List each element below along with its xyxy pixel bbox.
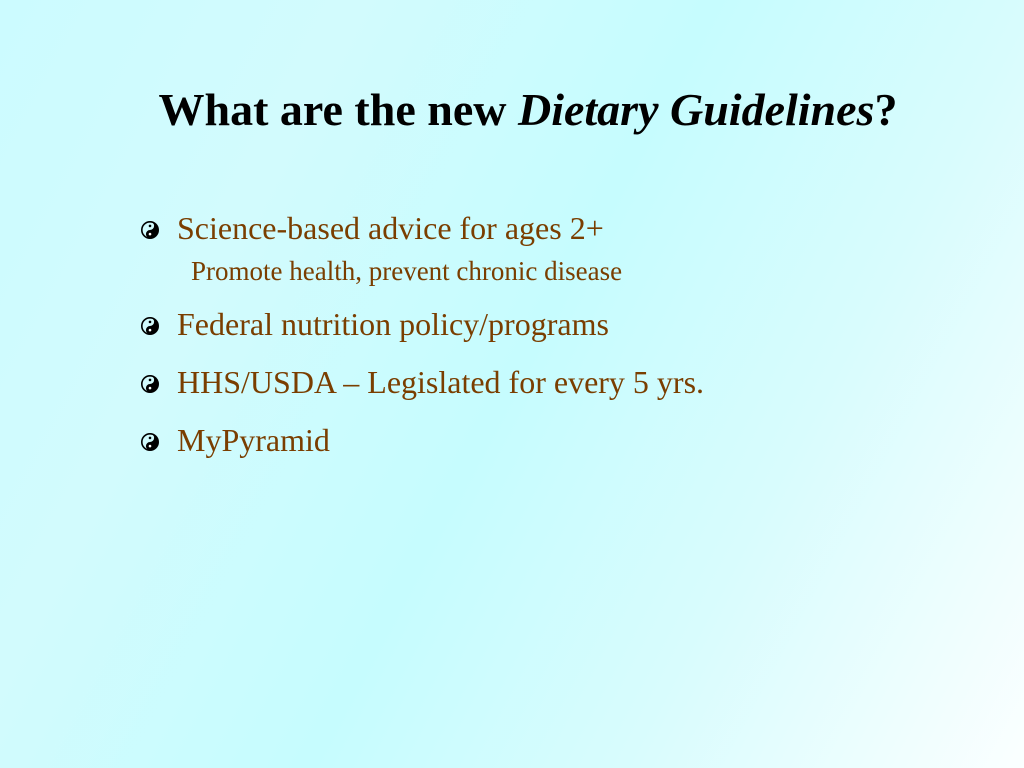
bullet-text: HHS/USDA – Legislated for every 5 yrs.	[177, 364, 705, 400]
title-emphasis: Dietary Guidelines	[517, 84, 875, 135]
bullet-text: MyPyramid	[177, 422, 330, 458]
bullet-item	[140, 358, 704, 406]
bullet-item	[140, 204, 704, 252]
title-suffix: ?	[874, 84, 898, 135]
bullet-list	[140, 204, 704, 474]
slide-title	[0, 80, 1024, 140]
title-prefix: What are the new	[158, 84, 518, 135]
yin-yang-icon	[140, 374, 160, 394]
yin-yang-icon	[140, 432, 160, 452]
bullet-text: Science-based advice for ages 2+	[177, 210, 604, 246]
bullet-text: Federal nutrition policy/programs	[177, 306, 609, 342]
bullet-item	[140, 416, 704, 464]
sub-bullet-text: Promote health, prevent chronic disease	[191, 256, 623, 286]
yin-yang-icon	[140, 220, 160, 240]
yin-yang-icon	[140, 316, 160, 336]
bullet-item	[140, 300, 704, 348]
sub-bullet-item	[140, 254, 704, 288]
